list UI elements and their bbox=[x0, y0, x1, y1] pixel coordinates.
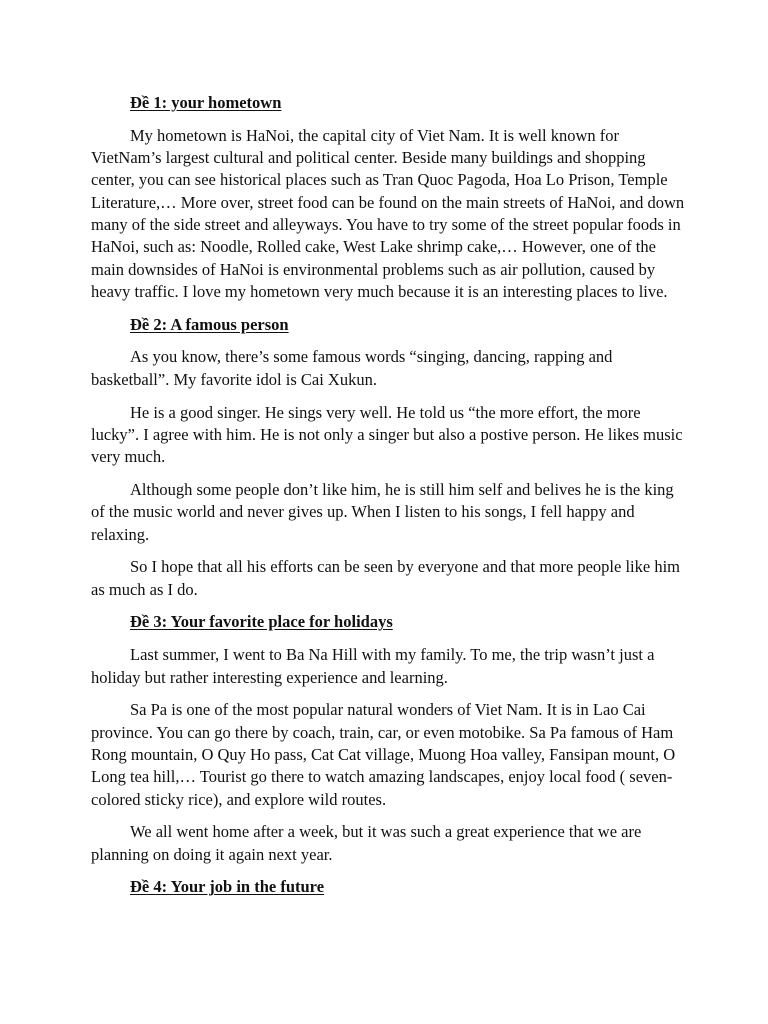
section-heading-hometown bbox=[91, 92, 687, 114]
section-heading-future-job bbox=[91, 876, 687, 898]
section-heading-text: Đề 3: Your favorite place for holidays bbox=[130, 612, 393, 632]
document-body bbox=[91, 92, 687, 909]
paragraph-hope: So I hope that all his efforts can be seen by everyone and that more people like him as much as I do. bbox=[91, 557, 680, 599]
paragraph-never-gives-up: Although some people don’t like him, he is still him self and belives he is the king of the music world and never gives up. When I listen to his songs, I fell happy and relaxing. bbox=[91, 479, 674, 544]
paragraph-went-home: We all went home after a week, but it was such a great experience that we are planning on doing it again next year. bbox=[91, 822, 642, 864]
paragraph-good-singer: He is a good singer. He sings very well. He told us “the more effort, the more lucky”. I agree with him. He is not only a singer but also a postive person. He likes music very much. bbox=[91, 402, 683, 467]
paragraph-sa-pa: Sa Pa is one of the most popular natural wonders of Viet Nam. It is in Lao Cai province. You can go there by coach, train, car, or even motobike. Sa Pa famous of Ham Rong mountain, O Quy Ho pass, Cat Cat village, Muong Hoa valley, Fansipan mount, O Long tea hill,… Tourist go there to watch amazing landscapes, enjoy local food ( seven-colored sticky rice), and explore wild routes. bbox=[91, 700, 676, 809]
paragraph-famous-words: As you know, there’s some famous words “singing, dancing, rapping and basketball”. My favorite idol is Cai Xukun. bbox=[91, 347, 613, 389]
paragraph-last-summer: Last summer, I went to Ba Na Hill with my family. To me, the trip wasn’t just a holiday but rather interesting experience and learning. bbox=[91, 645, 655, 687]
section-heading-famous-person bbox=[91, 314, 687, 336]
section-heading-text: Đề 1: your hometown bbox=[130, 93, 282, 112]
paragraph-hometown: My hometown is HaNoi, the capital city of Viet Nam. It is well known for VietNam’s largest cultural and political center. Beside many buildings and shopping center, you can see historical places such as Tran Quoc Pagoda, Hoa Lo Prison, Temple Literature,… More over, street food can be found on the main streets of HaNoi, and down many of the side street and alleyways. You have to try some of the street popular foods in HaNoi, such as: Noodle, Rolled cake, West Lake shrimp cake,… However, one of the main downsides of HaNoi is environmental problems such as air pollution, caused by heavy traffic. I love my hometown very much because it is an interesting places to live. bbox=[91, 125, 685, 301]
section-heading-text: Đề 2: A famous person bbox=[130, 314, 289, 334]
section-heading-text: Đề 4: Your job in the future bbox=[130, 877, 325, 897]
section-heading-holidays bbox=[91, 611, 687, 633]
